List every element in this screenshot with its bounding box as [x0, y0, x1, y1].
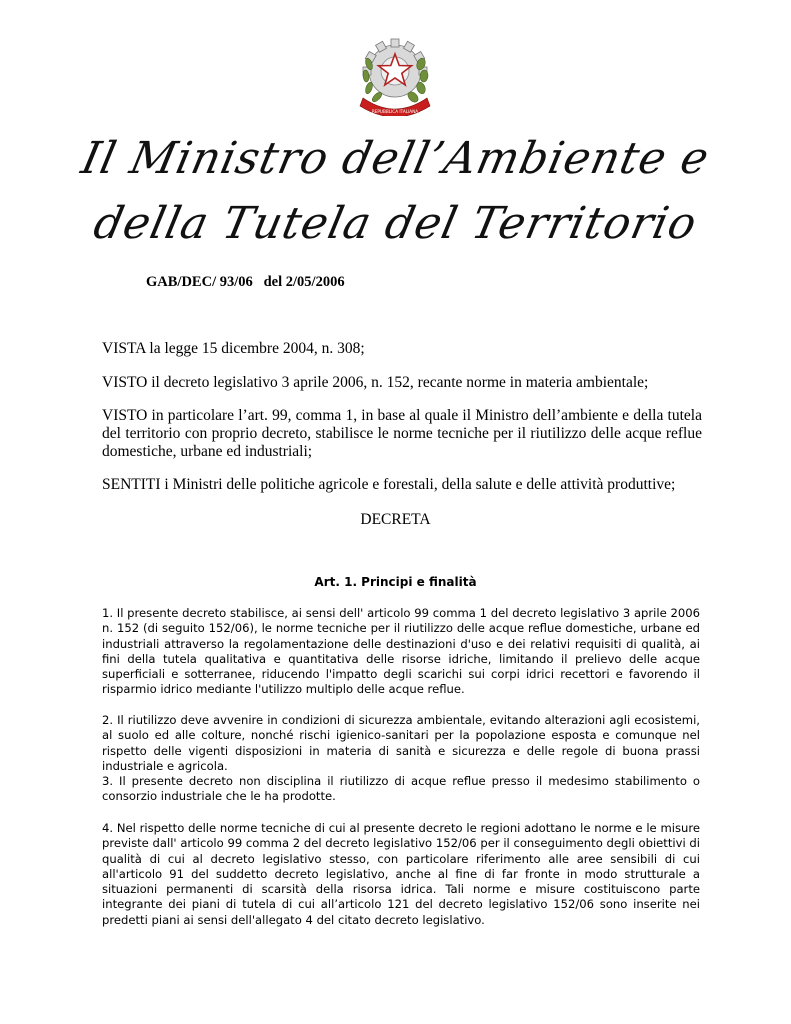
article-1-title: Art. 1. Principi e finalità — [314, 575, 477, 589]
preamble-visto-decreto: VISTO il decreto legislativo 3 aprile 2006, n. 152, recante norme in materia ambientale; — [102, 374, 649, 391]
decreta-heading: DECRETA — [360, 511, 431, 528]
article-1-comma-4: 4. Nel rispetto delle norme tecniche di cui al presente decreto le regioni adottano le norme e le misure previste dall' articolo 99 comma 2 del decreto legislativo 152/06 per il conseguimento degli obiettivi di qualità di cui al decreto legislativo stesso, con particolare riferimento alle aree sensibili di cui all'articolo 91 del suddetto decreto legislativo, anche al fine di far fronte in modo strutturale a situazioni permanenti di scarsità della risorsa idrica. Tali norme e misure costituiscono parte integrante dei piani di tutela di cui all’articolo 121 del decreto legislativo 152/06 sono inserite nei predetti piani ai sensi dell'allegato 4 del citato decreto legislativo. — [102, 821, 700, 927]
article-1-comma-1: 1. Il presente decreto stabilisce, ai sensi dell' articolo 99 comma 1 del decreto legislativo 3 aprile 2006 n. 152 (di seguito 152/06), le norme tecniche per il riutilizzo delle acque reflue domestiche, urbane ed industriali attraverso la regolamentazione delle destinazioni d'uso e dei relativi requisiti di qualità, ai fini della tutela qualitativa e quantitativa delle risorse idriche, limitando il prelievo delle acque superficiali e sotterranee, riducendo l'impatto degli scarichi sui corpi idrici recettori e favorendo il risparmio idrico mediante l'utilizzo multiplo delle acque reflue. — [102, 606, 700, 697]
preamble-sentiti: SENTITI i Ministri delle politiche agricole e forestali, della salute e delle attività produttive; — [102, 476, 676, 493]
article-1-comma-2: 2. Il riutilizzo deve avvenire in condizioni di sicurezza ambientale, evitando alterazioni agli ecosistemi, al suolo ed alle colture, nonché rischi igienico-sanitari per la popolazione esposta e comunque nel rispetto delle vigenti disposizioni in materia di sanità e sicurezza e delle regole di buona prassi industriale e agricola. — [102, 713, 700, 773]
emblem-ribbon-text: REPUBBLICA ITALIANA — [371, 109, 419, 114]
republic-emblem-icon — [355, 34, 435, 116]
preamble-vista-legge: VISTA la legge 15 dicembre 2004, n. 308; — [102, 340, 365, 357]
ministry-title-line1: Il Ministro dell’Ambiente e — [77, 133, 714, 184]
decree-code: GAB/DEC/ 93/06 del 2/05/2006 — [146, 274, 345, 290]
preamble-visto-art99: VISTO in particolare l’art. 99, comma 1, in base al quale il Ministro dell’ambiente e della tutela del territorio con proprio decreto, stabilisce le norme tecniche per il riutilizzo delle acque reflue domestiche, urbane ed industriali; — [102, 407, 702, 460]
ministry-title-line2: della Tutela del Territorio — [89, 198, 702, 249]
article-1-comma-3: 3. Il presente decreto non disciplina il riutilizzo di acque reflue presso il medesimo stabilimento o consorzio industriale che le ha prodotte. — [102, 774, 700, 804]
